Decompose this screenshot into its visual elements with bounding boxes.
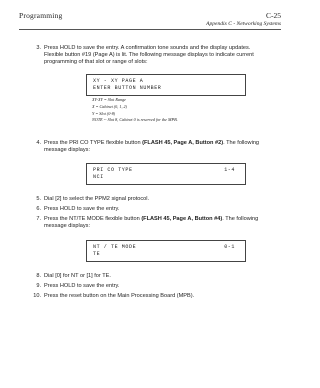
step-number: 5. [36,196,41,202]
step-9 [36,283,264,290]
step-7 [36,216,264,230]
step-text: Dial [0] for NT or [1] for TE. [44,273,111,279]
lcd-display-pri-co-type [86,163,246,185]
page-number: C-25 [266,11,281,20]
slot-notes [92,97,178,124]
step-3 [36,45,264,66]
display-line [93,244,239,251]
step-number: 6. [36,206,41,212]
header-divider [19,29,281,30]
step-number: 8. [36,273,41,279]
step-text-bold: (FLASH 45, Page A, Button #2) [142,140,224,146]
note-line: X = Cabinet (0, 1, 2) [92,103,128,109]
display-line: NCI [93,174,104,180]
step-number: 7. [36,216,41,222]
display-line: TE [93,251,101,257]
display-line: XY - XY PAGE A [93,78,144,84]
step-number: 3. [36,45,41,51]
step-6 [36,206,264,213]
step-text [44,140,264,154]
step-text: Dial [2] to select the PPM2 signal protocol. [44,196,150,202]
step-8 [36,273,264,280]
step-text-suffix: . The following message displays: [44,140,260,153]
lcd-display-slot [86,74,246,96]
note-line: NOTE -- Slot 8, Cabinet 0 is reserved for the MPB. [92,117,178,123]
step-number: 10. [33,293,41,299]
note-line: Y = Slot (0-8) [92,110,116,116]
step-text: Press the reset button on the Main Processing Board (MPB). [44,293,195,299]
step-text: Press HOLD to save the entry. [44,283,120,289]
step-text [44,216,264,230]
step-text-prefix: Press the NT/TE MODE flexible button [44,216,142,222]
step-text: Press HOLD to save the entry. [44,206,120,212]
step-text-suffix: . The following message displays: [44,216,259,229]
header-title: Programming [19,11,63,20]
note-line: XY-XY = Slot Range [92,97,127,102]
step-number: 9. [36,283,41,289]
step-text-bold: (FLASH 45, Page A, Button #4) [141,216,223,222]
display-range: 0-1 [224,244,235,250]
header-subtitle: Appendix C - Networking Systems [206,21,281,27]
display-label: NT / TE MODE [93,244,137,250]
display-line [93,167,239,174]
lcd-display-nt-te-mode [86,240,246,262]
step-4 [36,140,264,154]
display-range: 1-4 [224,167,235,173]
display-label: PRI CO TYPE [93,167,133,173]
step-text-prefix: Press the PRI CO TYPE flexible button [44,140,143,146]
step-5 [36,196,264,203]
step-10 [33,293,264,300]
step-number: 4. [36,140,41,146]
display-line: ENTER BUTTON NUMBER [93,85,162,91]
step-text: Press HOLD to save the entry. A confirmation tone sounds and the display updates. Flexible button #19 (Page A) is lit. The following message displays to indicate current programming of that slot or range of slots: [44,45,254,65]
